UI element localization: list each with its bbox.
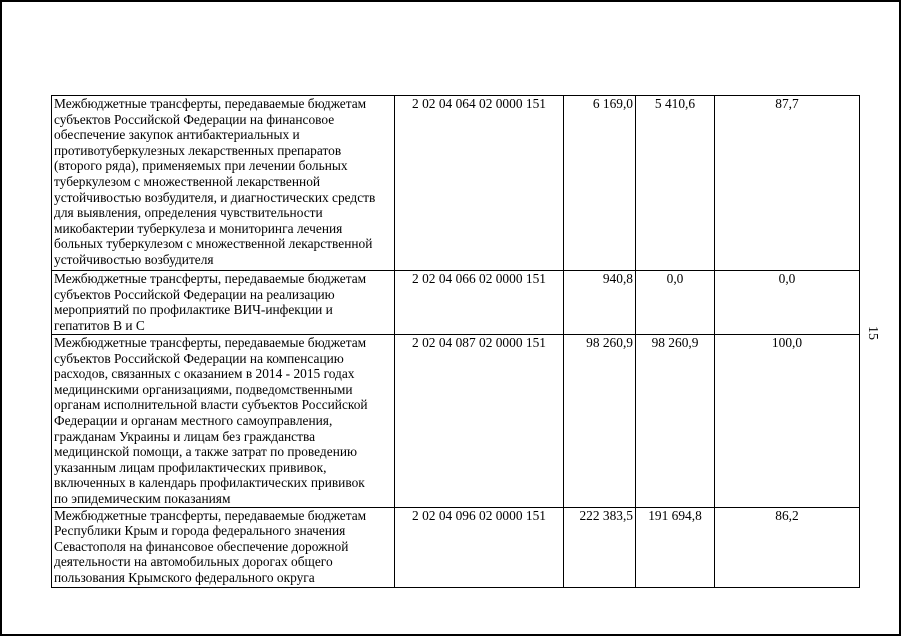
table-row xyxy=(52,271,860,335)
budget-code-cell: 2 02 04 087 02 0000 151 xyxy=(395,335,564,508)
execution-percent-cell: 100,0 xyxy=(715,335,860,508)
page-number: 15 xyxy=(865,326,880,340)
budget-transfers-table xyxy=(51,95,860,588)
table-row xyxy=(52,507,860,587)
description-cell: Межбюджетные трансферты, передаваемые бюджетам субъектов Российской Федерации на компенсацию расходов, связанных с оказанием в 2014 - 2015 годах медицинскими организациями, подведомственными органам исполнительной власти субъектов Российской Федерации и органам местного самоуправления, гражданам Украины и лицам без гражданства медицинской помощи, а также затрат по проведению указанным лицам профилактических прививок, включенных в календарь профилактических прививок по эпидемическим показаниям xyxy=(52,335,395,508)
plan-amount-cell: 940,8 xyxy=(564,271,636,335)
execution-percent-cell: 87,7 xyxy=(715,96,860,271)
actual-amount-cell: 98 260,9 xyxy=(636,335,715,508)
plan-amount-cell: 98 260,9 xyxy=(564,335,636,508)
budget-code-cell: 2 02 04 096 02 0000 151 xyxy=(395,507,564,587)
actual-amount-cell: 0,0 xyxy=(636,271,715,335)
execution-percent-cell: 0,0 xyxy=(715,271,860,335)
plan-amount-cell: 222 383,5 xyxy=(564,507,636,587)
description-cell: Межбюджетные трансферты, передаваемые бюджетам Республики Крым и города федерального значения Севастополя на финансовое обеспечение дорожной деятельности на автомобильных дорогах общего пользования Крымского федерального округа xyxy=(52,507,395,587)
execution-percent-cell: 86,2 xyxy=(715,507,860,587)
budget-code-cell: 2 02 04 066 02 0000 151 xyxy=(395,271,564,335)
table-row xyxy=(52,96,860,271)
actual-amount-cell: 5 410,6 xyxy=(636,96,715,271)
description-cell: Межбюджетные трансферты, передаваемые бюджетам субъектов Российской Федерации на финансовое обеспечение закупок антибактериальных и противотуберкулезных лекарственных препаратов (второго ряда), применяемых при лечении больных туберкулезом с множественной лекарственной устойчивостью возбудителя, и диагностических средств для выявления, определения чувствительности микобактерии туберкулеза и мониторинга лечения больных туберкулезом с множественной лекарственной устойчивостью возбудителя xyxy=(52,96,395,271)
actual-amount-cell: 191 694,8 xyxy=(636,507,715,587)
table-row xyxy=(52,335,860,508)
plan-amount-cell: 6 169,0 xyxy=(564,96,636,271)
budget-code-cell: 2 02 04 064 02 0000 151 xyxy=(395,96,564,271)
description-cell: Межбюджетные трансферты, передаваемые бюджетам субъектов Российской Федерации на реализацию мероприятий по профилактике ВИЧ-инфекции и гепатитов В и С xyxy=(52,271,395,335)
